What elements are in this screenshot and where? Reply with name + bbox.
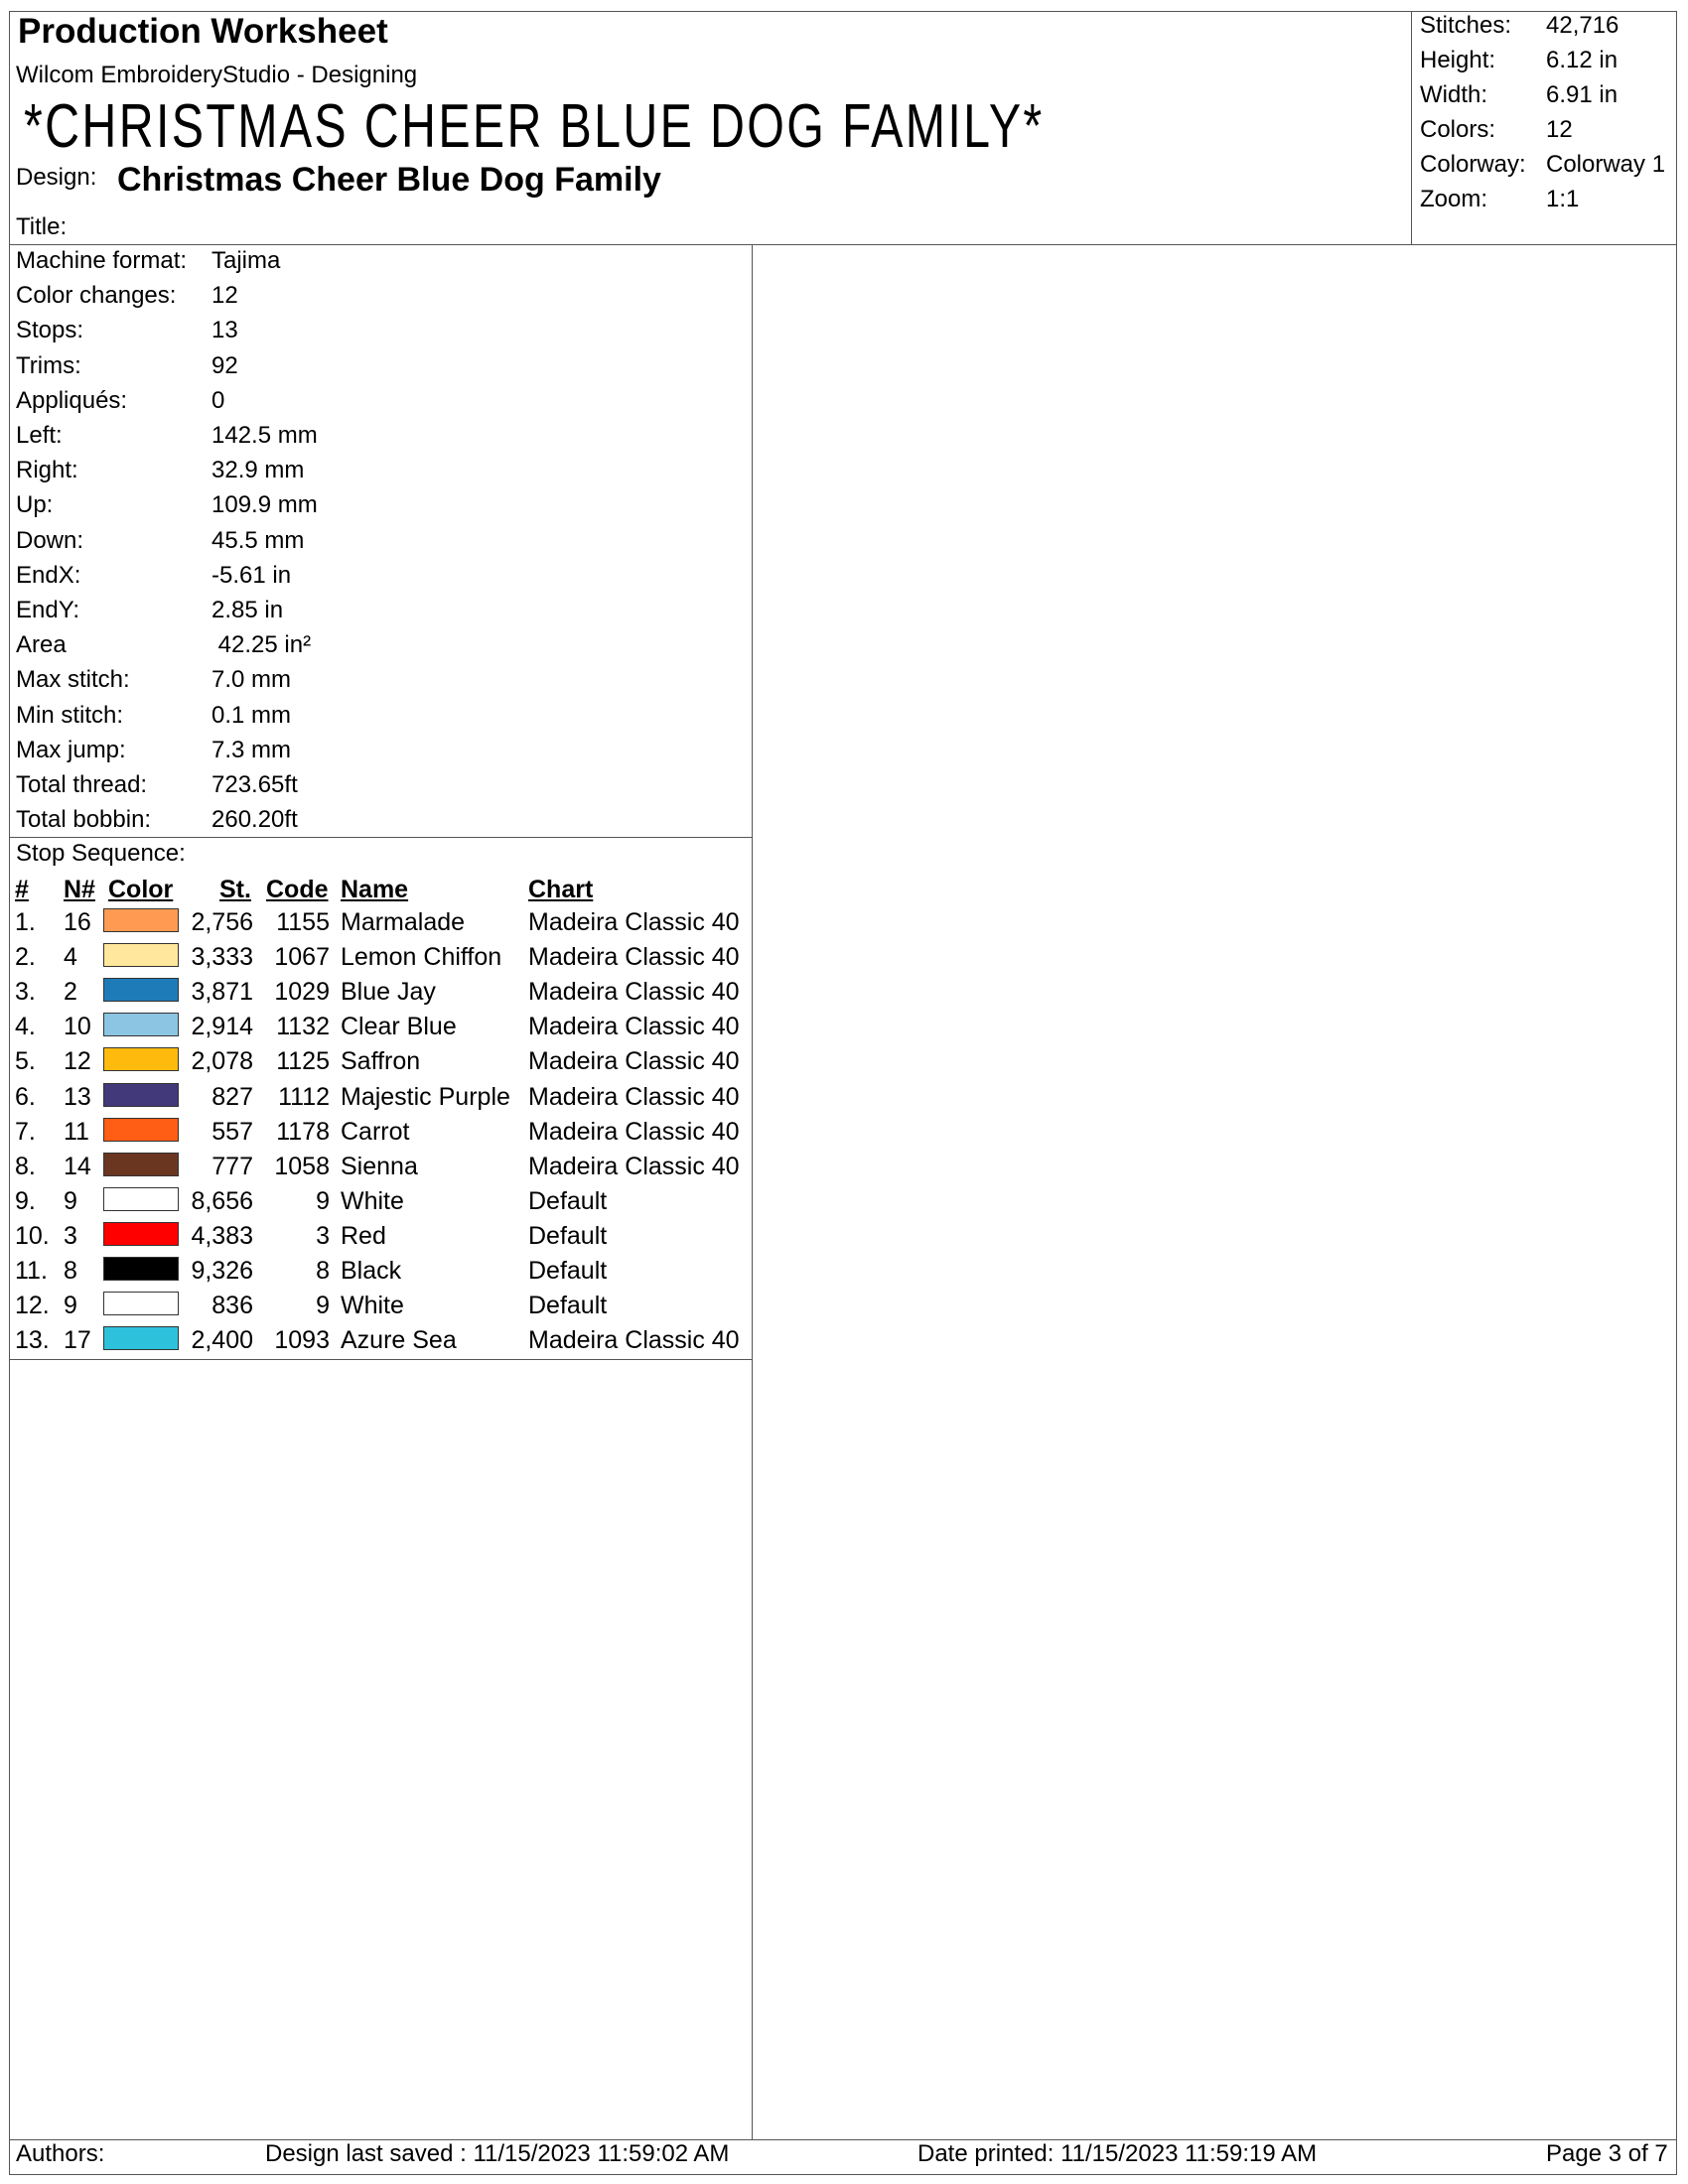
table-row [0,908,755,943]
row-n: 10 [64,1013,91,1041]
title-label: Title: [16,213,68,240]
color-swatch [103,908,179,932]
col-header-n: N# [64,876,95,903]
detail-label: EndX: [16,561,81,589]
row-index: 1. [15,908,36,936]
row-chart: Madeira Classic 40 [528,1152,740,1180]
row-code: 9 [316,1292,330,1320]
row-name: Blue Jay [341,978,436,1007]
row-index: 4. [15,1013,36,1041]
detail-value: 723.65ft [211,771,298,798]
row-name: Sienna [341,1152,418,1180]
color-swatch [103,1047,179,1071]
footer-top-rule [9,2139,1677,2140]
row-name: Saffron [341,1047,421,1076]
row-stitches: 4,383 [191,1221,253,1250]
header-divider [1411,11,1412,245]
row-name: White [341,1186,404,1215]
row-chart: Default [528,1221,608,1250]
row-code: 8 [316,1257,330,1285]
row-stitches: 2,914 [191,1013,253,1041]
detail-label: EndY: [16,597,80,623]
row-n: 16 [64,908,91,936]
row-index: 2. [15,943,36,972]
detail-row [16,317,741,348]
detail-value: 12 [211,282,238,310]
detail-value: 2.85 in [211,597,284,623]
row-index: 7. [15,1117,36,1146]
row-index: 9. [15,1186,36,1215]
row-n: 11 [64,1117,89,1146]
row-chart: Madeira Classic 40 [528,1117,740,1146]
detail-value: Tajima [211,247,281,274]
table-row [0,1257,755,1292]
detail-label: Appliqués: [16,386,128,414]
row-index: 13. [15,1326,50,1355]
detail-label: Right: [16,457,78,484]
color-swatch [103,1257,179,1281]
row-name: Clear Blue [341,1013,457,1041]
summary-value: 42,716 [1546,12,1619,39]
row-index: 3. [15,978,36,1007]
header-bottom-rule [9,244,1677,245]
detail-value: 109.9 mm [211,491,318,519]
row-code: 9 [316,1186,330,1215]
detail-label: Area [16,631,67,659]
row-stitches: 557 [211,1117,253,1146]
detail-row [16,282,741,314]
row-name: Azure Sea [341,1326,457,1355]
row-code: 1067 [274,943,330,972]
detail-label: Color changes: [16,282,177,310]
detail-value: 0.1 mm [211,701,292,729]
detail-value: 142.5 mm [211,422,318,449]
row-code: 1029 [274,978,330,1007]
detail-row [16,702,741,734]
detail-row [16,806,741,838]
summary-label: Height: [1420,47,1496,73]
row-n: 2 [64,978,77,1007]
detail-value: 260.20ft [211,806,298,834]
row-chart: Madeira Classic 40 [528,1082,740,1111]
row-chart: Madeira Classic 40 [528,908,740,936]
row-code: 1178 [276,1117,330,1146]
detail-label: Up: [16,491,54,519]
table-row [0,1292,755,1326]
summary-value: 12 [1546,116,1573,143]
row-stitches: 836 [211,1292,253,1320]
row-code: 1132 [276,1013,330,1041]
summary-row [1420,12,1678,44]
row-index: 5. [15,1047,36,1076]
col-header-color: Color [108,876,174,903]
summary-value: Colorway 1 [1546,151,1666,178]
row-stitches: 827 [211,1082,253,1111]
summary-value: 6.91 in [1546,81,1618,108]
summary-value: 1:1 [1546,186,1580,212]
row-n: 9 [64,1292,77,1320]
table-row [0,1047,755,1082]
detail-label: Trims: [16,351,81,379]
color-swatch [103,1013,179,1036]
color-swatch [103,943,179,967]
row-name: Black [341,1257,402,1285]
detail-value: 0 [211,386,225,414]
row-n: 17 [64,1326,91,1355]
detail-label: Max stitch: [16,666,130,694]
detail-row [16,457,741,488]
detail-row [16,666,741,698]
page-title: Production Worksheet [18,12,388,51]
row-name: Marmalade [341,908,466,936]
row-code: 1112 [278,1082,330,1111]
row-chart: Default [528,1186,608,1215]
row-n: 8 [64,1257,77,1285]
col-header-index: # [15,876,29,903]
summary-label: Colorway: [1420,151,1526,178]
detail-value: 13 [211,317,238,344]
summary-row [1420,81,1678,113]
color-swatch [103,1153,179,1176]
software-label: Wilcom EmbroideryStudio - Designing [16,62,418,88]
detail-row [16,631,741,663]
summary-value: 6.12 in [1546,47,1618,73]
row-stitches: 777 [211,1152,253,1180]
row-index: 8. [15,1152,36,1180]
footer-printed: Date printed: 11/15/2023 11:59:19 AM [917,2140,1318,2167]
row-name: Carrot [341,1117,410,1146]
detail-row [16,562,741,594]
row-n: 14 [64,1152,91,1180]
row-stitches: 9,326 [191,1257,253,1285]
row-name: White [341,1292,404,1320]
row-code: 3 [316,1221,330,1250]
detail-value: 7.0 mm [211,666,292,694]
detail-value: 45.5 mm [211,526,305,554]
footer-saved: Design last saved : 11/15/2023 11:59:02 AM [265,2140,730,2167]
detail-label: Down: [16,526,84,554]
col-header-code: Code [266,876,329,903]
detail-label: Left: [16,422,63,449]
row-index: 10. [15,1221,50,1250]
footer-page: Page 3 of 7 [1546,2140,1668,2167]
row-n: 3 [64,1221,77,1250]
summary-label: Zoom: [1420,186,1488,212]
summary-label: Stitches: [1420,12,1512,39]
color-swatch [103,1083,179,1107]
color-swatch [103,1222,179,1246]
row-chart: Madeira Classic 40 [528,1013,740,1041]
table-row [0,1222,755,1257]
row-index: 11. [15,1257,48,1285]
row-chart: Default [528,1292,608,1320]
design-name-large: *CHRISTMAS CHEER BLUE DOG FAMILY* [24,92,1045,161]
table-row [0,978,755,1013]
summary-label: Colors: [1420,116,1496,143]
row-name: Majestic Purple [341,1082,510,1111]
detail-row [16,737,741,768]
summary-label: Width: [1420,81,1488,108]
summary-row [1420,47,1678,78]
row-chart: Madeira Classic 40 [528,1047,740,1076]
detail-value: 42.25 in² [211,631,312,659]
col-header-name: Name [341,876,409,903]
detail-value: -5.61 in [211,561,292,589]
detail-row [16,527,741,559]
row-index: 6. [15,1082,36,1111]
detail-row [16,422,741,454]
row-n: 12 [64,1047,91,1076]
table-row [0,1083,755,1118]
row-stitches: 2,078 [191,1047,253,1076]
detail-value: 7.3 mm [211,736,292,763]
row-code: 1058 [274,1152,330,1180]
color-swatch [103,1187,179,1211]
detail-label: Machine format: [16,247,188,274]
row-chart: Default [528,1257,608,1285]
detail-label: Total bobbin: [16,806,152,834]
row-n: 4 [64,943,77,972]
row-stitches: 3,333 [191,943,253,972]
row-code: 1125 [276,1047,330,1076]
row-chart: Madeira Classic 40 [528,1326,740,1355]
summary-row [1420,116,1678,148]
row-chart: Madeira Classic 40 [528,943,740,972]
color-swatch [103,1326,179,1350]
design-value: Christmas Cheer Blue Dog Family [117,161,661,199]
detail-label: Min stitch: [16,701,124,729]
row-code: 1155 [276,908,330,936]
detail-row [16,352,741,384]
row-stitches: 3,871 [191,978,253,1007]
row-name: Red [341,1221,386,1250]
design-label: Design: [16,164,97,191]
row-chart: Madeira Classic 40 [528,978,740,1007]
detail-value: 32.9 mm [211,457,305,484]
table-row [0,943,755,978]
detail-row [16,597,741,628]
detail-label: Total thread: [16,771,148,798]
row-stitches: 2,400 [191,1326,253,1355]
detail-value: 92 [211,351,238,379]
color-swatch [103,1118,179,1142]
row-n: 13 [64,1082,91,1111]
table-row [0,1118,755,1153]
col-header-stitches: St. [219,876,251,903]
summary-row [1420,151,1678,183]
table-row [0,1013,755,1047]
row-stitches: 2,756 [191,908,253,936]
detail-label: Max jump: [16,736,126,763]
stop-sequence-heading: Stop Sequence: [16,840,186,867]
row-stitches: 8,656 [191,1186,253,1215]
row-name: Lemon Chiffon [341,943,502,972]
detail-label: Stops: [16,317,84,344]
col-header-chart: Chart [528,876,594,903]
table-row [0,1187,755,1222]
row-index: 12. [15,1292,50,1320]
color-swatch [103,1292,179,1315]
detail-row [16,771,741,803]
footer-authors: Authors: [16,2140,105,2167]
row-code: 1093 [274,1326,330,1355]
detail-row [16,387,741,419]
detail-row [16,247,741,279]
table-row [0,1326,755,1361]
table-row [0,1153,755,1187]
color-swatch [103,978,179,1002]
detail-row [16,491,741,523]
summary-row [1420,186,1678,217]
row-n: 9 [64,1186,77,1215]
